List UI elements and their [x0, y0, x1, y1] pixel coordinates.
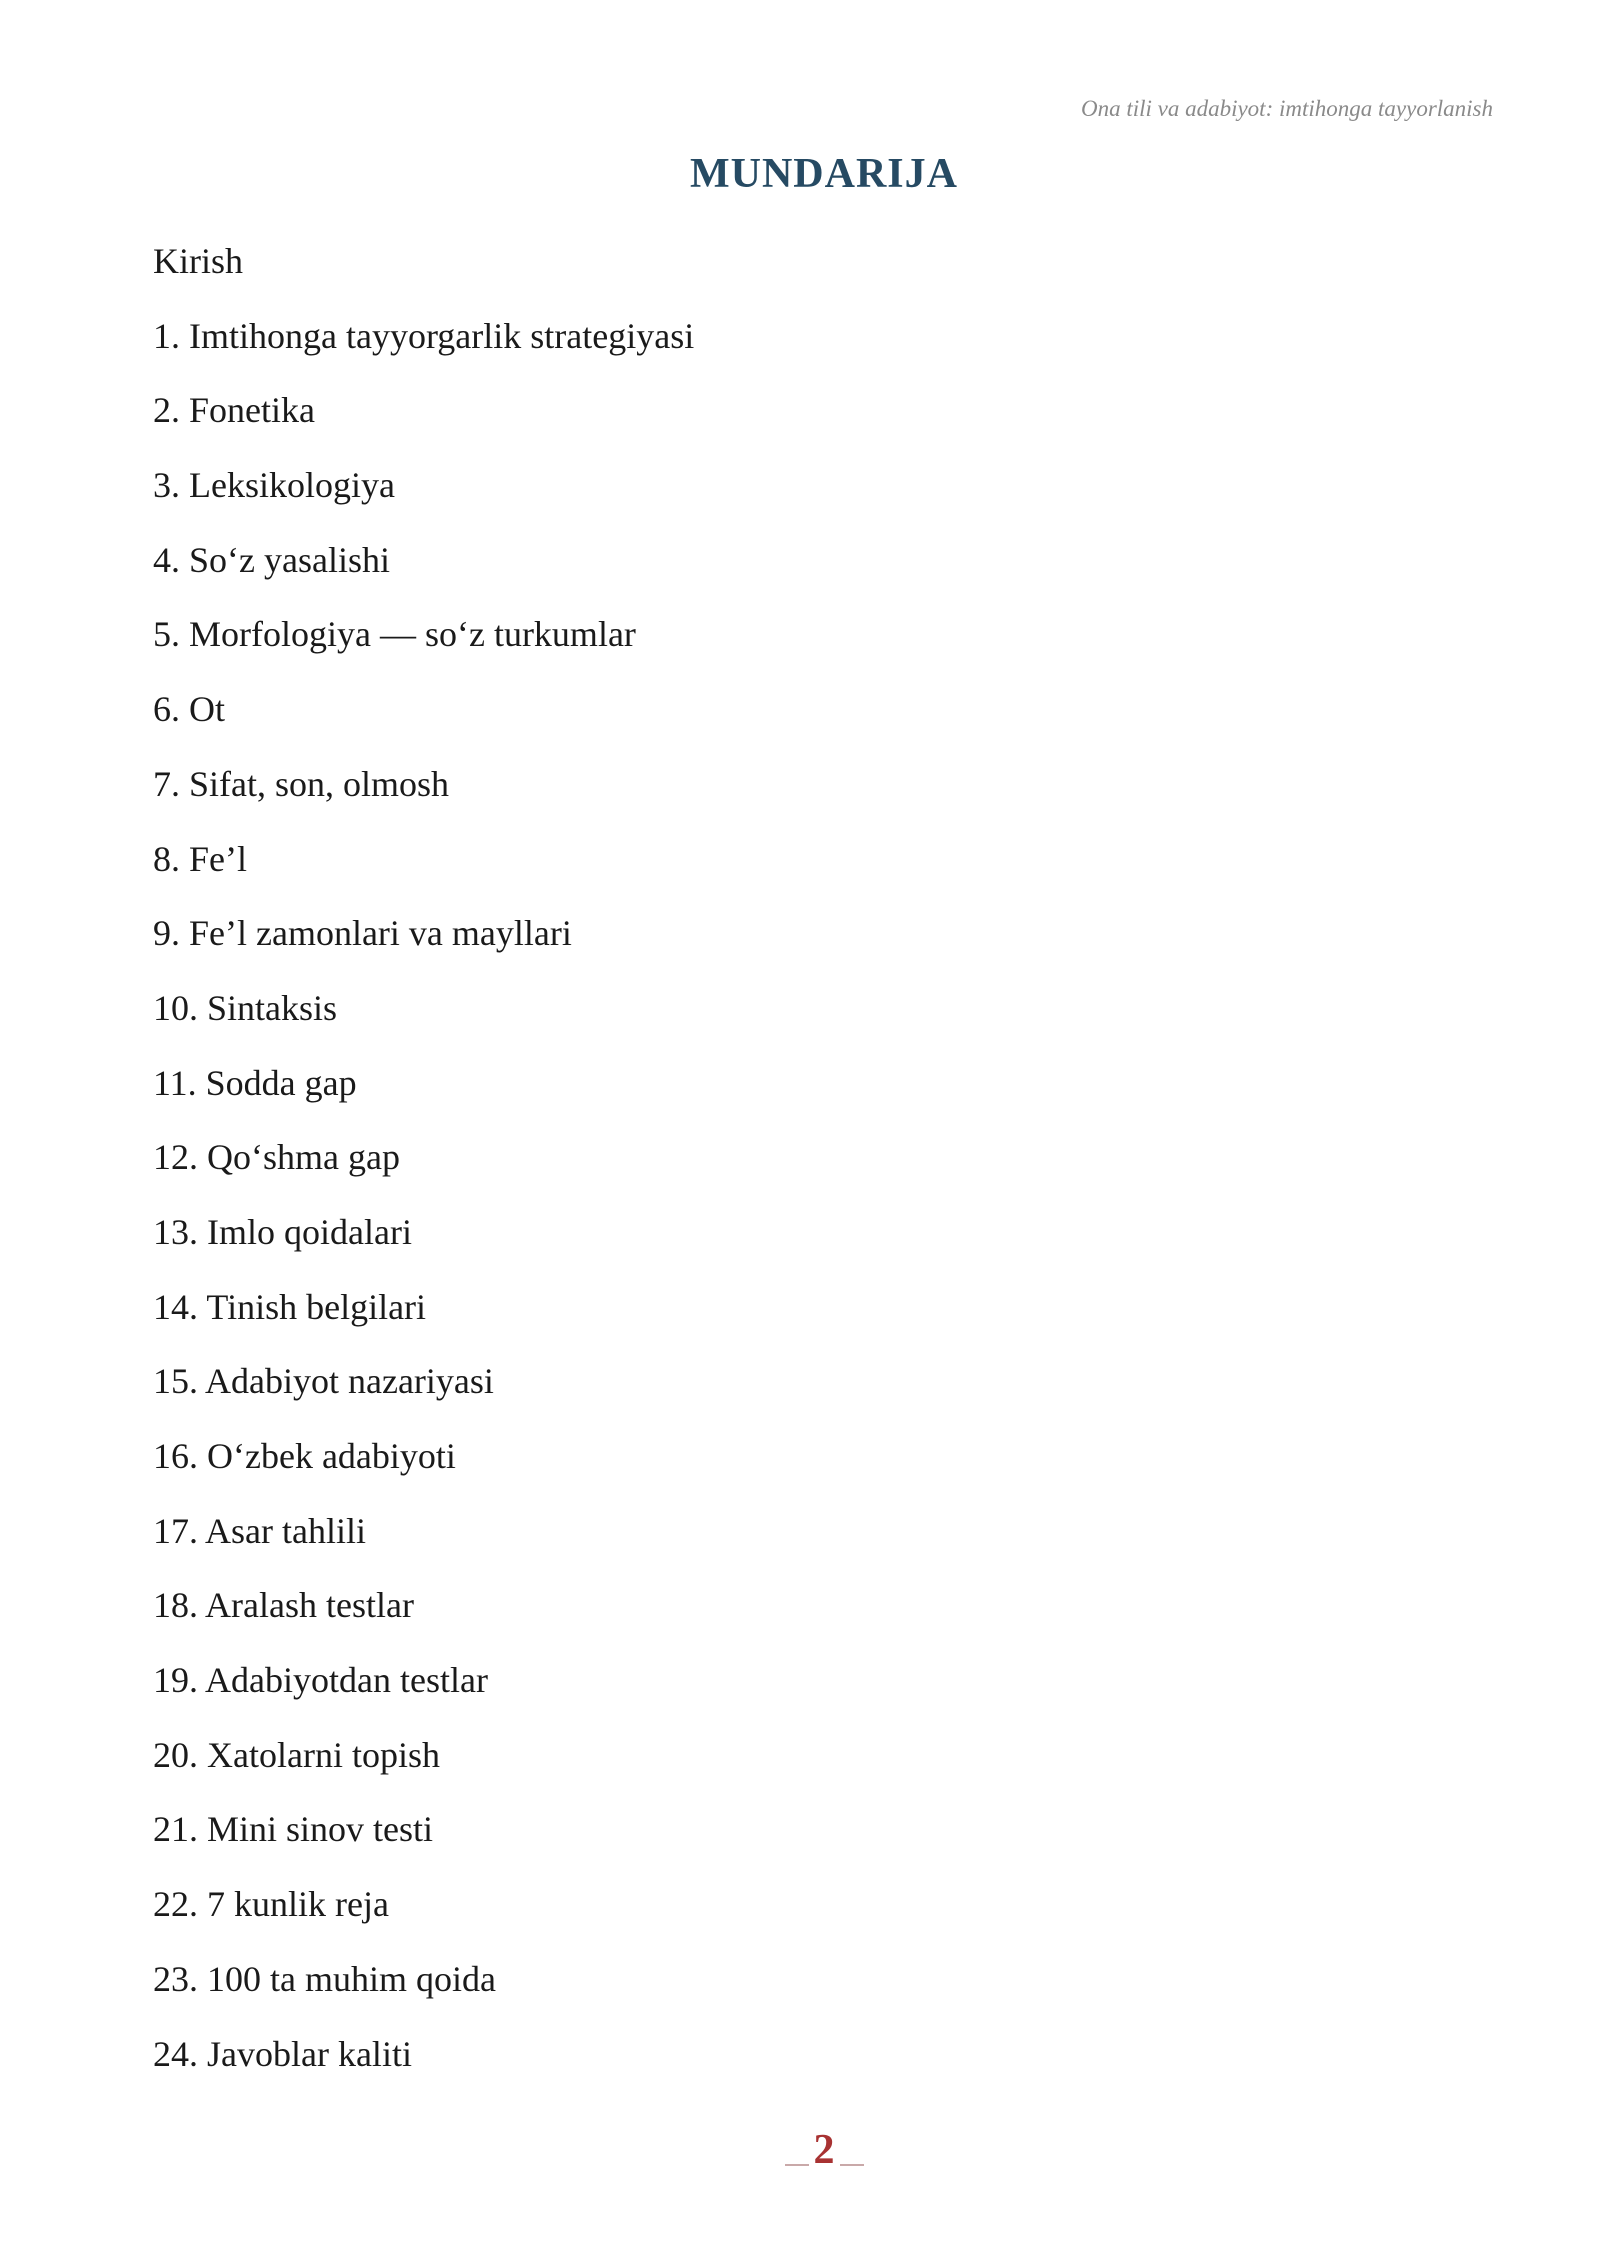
page-number — [0, 2126, 1600, 2174]
toc-item-21: 21. Mini sinov testi — [153, 1809, 434, 1850]
toc-item-5: 5. Morfologiya — so‘z turkumlar — [153, 614, 636, 655]
toc-item-22: 22. 7 kunlik reja — [153, 1884, 389, 1925]
toc-item-7: 7. Sifat, son, olmosh — [153, 763, 450, 804]
toc-item-18: 18. Aralash testlar — [153, 1585, 414, 1626]
toc-item-9: 9. Fe’l zamonlari va mayllari — [153, 913, 572, 954]
toc-item-3: 3. Leksikologiya — [153, 465, 395, 506]
toc-item-14: 14. Tinish belgilari — [153, 1286, 427, 1327]
toc-item-13: 13. Imlo qoidalari — [153, 1211, 412, 1252]
toc-item-10: 10. Sintaksis — [153, 987, 338, 1028]
toc-item-8: 8. Fe’l — [153, 838, 247, 879]
toc-item-4: 4. So‘z yasalishi — [153, 539, 390, 580]
toc-item-20: 20. Xatolarni topish — [153, 1734, 440, 1775]
page-title: MUNDARIJA — [690, 151, 958, 197]
toc-item-19: 19. Adabiyotdan testlar — [153, 1660, 488, 1701]
page-number-value: 2 — [813, 2127, 835, 2173]
toc-item-24: 24. Javoblar kaliti — [153, 2033, 412, 2074]
toc-item-23: 23. 100 ta muhim qoida — [153, 1958, 496, 1999]
page-number-left-dash — [785, 2164, 809, 2166]
toc-item-11: 11. Sodda gap — [153, 1062, 357, 1103]
toc-item-1: 1. Imtihonga tayyorgarlik strategiyasi — [153, 315, 695, 356]
page-number-right-dash — [840, 2164, 864, 2166]
toc-item-15: 15. Adabiyot nazariyasi — [153, 1361, 494, 1402]
toc-item-intro: Kirish — [153, 241, 243, 281]
running-header: Ona tili va adabiyot: imtihonga tayyorlanish — [1080, 96, 1493, 121]
toc-item-6: 6. Ot — [153, 689, 225, 730]
toc-item-17: 17. Asar tahlili — [153, 1510, 366, 1551]
toc-item-2: 2. Fonetika — [153, 390, 315, 431]
toc-item-12: 12. Qo‘shma gap — [153, 1137, 400, 1178]
table-of-contents — [153, 224, 694, 2091]
toc-item-16: 16. O‘zbek adabiyoti — [153, 1436, 456, 1476]
